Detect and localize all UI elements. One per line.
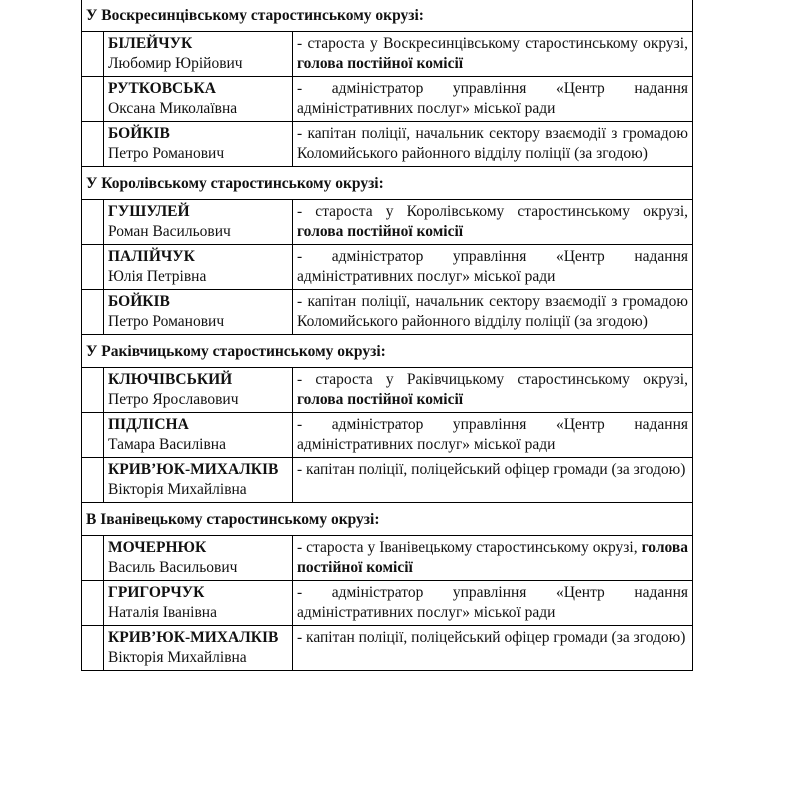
member-role-cell xyxy=(293,581,693,626)
member-given-name: Вікторія Михайлівна xyxy=(108,481,247,498)
member-name-cell xyxy=(104,32,293,77)
member-surname: БОЙКІВ xyxy=(108,293,170,310)
section-title: У Королівському старостинському окрузі: xyxy=(82,167,693,200)
member-row xyxy=(82,581,693,626)
member-role-text: - адміністратор управління «Центр надання адміністративних послуг» міської ради xyxy=(297,248,688,285)
member-name-cell xyxy=(104,413,293,458)
member-surname: КРИВ’ЮК-МИХАЛКІВ xyxy=(108,629,279,646)
member-role-text: - староста у Воскресинцівському старостинському окрузі, xyxy=(297,35,688,52)
member-role-text: - адміністратор управління «Центр надання адміністративних послуг» міської ради xyxy=(297,80,688,117)
member-row xyxy=(82,290,693,335)
member-row xyxy=(82,32,693,77)
member-role-cell xyxy=(293,290,693,335)
member-name-cell xyxy=(104,245,293,290)
member-row xyxy=(82,368,693,413)
indent-cell xyxy=(82,458,104,503)
member-name-cell xyxy=(104,368,293,413)
member-name-cell xyxy=(104,290,293,335)
section-title: В Іванівецькому старостинському окрузі: xyxy=(82,503,693,536)
indent-cell xyxy=(82,32,104,77)
section-header-row xyxy=(82,503,693,536)
member-surname: КЛЮЧІВСЬКИЙ xyxy=(108,371,233,388)
member-surname: ГРИГОРЧУК xyxy=(108,584,205,601)
member-role-cell xyxy=(293,536,693,581)
indent-cell xyxy=(82,245,104,290)
member-role-text: - староста у Іванівецькому старостинському окрузі, xyxy=(297,539,638,556)
indent-cell xyxy=(82,413,104,458)
member-role-cell xyxy=(293,368,693,413)
indent-cell xyxy=(82,200,104,245)
member-role-cell xyxy=(293,458,693,503)
member-surname: ПІДЛІСНА xyxy=(108,416,189,433)
member-row xyxy=(82,122,693,167)
member-surname: МОЧЕРНЮК xyxy=(108,539,207,556)
member-given-name: Петро Романович xyxy=(108,313,225,330)
commission-table xyxy=(81,0,693,671)
member-role-text: - капітан поліції, начальник сектору взаємодії з громадою Коломийського районного відділу поліції (за згодою) xyxy=(297,293,688,330)
member-role-text: - капітан поліції, поліцейський офіцер громади (за згодою) xyxy=(297,461,686,478)
member-surname: ПАЛІЙЧУК xyxy=(108,248,195,265)
member-given-name: Вікторія Михайлівна xyxy=(108,649,247,666)
member-row xyxy=(82,245,693,290)
indent-cell xyxy=(82,536,104,581)
member-role-text: - адміністратор управління «Центр надання адміністративних послуг» міської ради xyxy=(297,416,688,453)
member-role-cell xyxy=(293,626,693,671)
member-role-chair: голова постійної комісії xyxy=(297,223,464,240)
member-given-name: Оксана Миколаївна xyxy=(108,100,238,117)
section-header-row xyxy=(82,167,693,200)
member-name-cell xyxy=(104,77,293,122)
section-title: У Воскресинцівському старостинському окрузі: xyxy=(82,0,693,32)
member-name-cell xyxy=(104,122,293,167)
member-row xyxy=(82,200,693,245)
member-row xyxy=(82,77,693,122)
member-role-cell xyxy=(293,32,693,77)
member-role-chair: голова постійної комісії xyxy=(297,539,689,576)
member-role-text: - староста у Королівському старостинському окрузі, xyxy=(297,203,688,220)
member-surname: РУТКОВСЬКА xyxy=(108,80,216,97)
member-given-name: Роман Васильович xyxy=(108,223,231,240)
member-surname: БІЛЕЙЧУК xyxy=(108,35,193,52)
member-role-cell xyxy=(293,122,693,167)
indent-cell xyxy=(82,77,104,122)
member-given-name: Тамара Василівна xyxy=(108,436,226,453)
indent-cell xyxy=(82,290,104,335)
member-given-name: Василь Васильович xyxy=(108,559,238,576)
member-surname: БОЙКІВ xyxy=(108,125,170,142)
member-name-cell xyxy=(104,200,293,245)
member-name-cell xyxy=(104,536,293,581)
member-row xyxy=(82,413,693,458)
member-given-name: Юлія Петрівна xyxy=(108,268,207,285)
member-role-text: - капітан поліції, поліцейський офіцер громади (за згодою) xyxy=(297,629,686,646)
indent-cell xyxy=(82,122,104,167)
section-header-row xyxy=(82,335,693,368)
member-name-cell xyxy=(104,581,293,626)
section-header-row xyxy=(82,0,693,32)
member-role-cell xyxy=(293,245,693,290)
indent-cell xyxy=(82,368,104,413)
member-given-name: Наталія Іванівна xyxy=(108,604,217,621)
member-surname: КРИВ’ЮК-МИХАЛКІВ xyxy=(108,461,279,478)
indent-cell xyxy=(82,626,104,671)
member-role-cell xyxy=(293,77,693,122)
member-surname: ГУШУЛЕЙ xyxy=(108,203,190,220)
member-name-cell xyxy=(104,626,293,671)
member-row xyxy=(82,626,693,671)
indent-cell xyxy=(82,581,104,626)
member-role-text: - староста у Раківчицькому старостинському окрузі, xyxy=(297,371,688,388)
member-role-text: - адміністратор управління «Центр надання адміністративних послуг» міської ради xyxy=(297,584,688,621)
member-given-name: Петро Романович xyxy=(108,145,225,162)
member-role-text: - капітан поліції, начальник сектору взаємодії з громадою Коломийського районного відділу поліції (за згодою) xyxy=(297,125,688,162)
member-role-chair: голова постійної комісії xyxy=(297,391,464,408)
member-role-chair: голова постійної комісії xyxy=(297,55,464,72)
member-role-cell xyxy=(293,413,693,458)
section-title: У Раківчицькому старостинському окрузі: xyxy=(82,335,693,368)
member-row xyxy=(82,458,693,503)
member-row xyxy=(82,536,693,581)
member-given-name: Петро Ярославович xyxy=(108,391,239,408)
member-name-cell xyxy=(104,458,293,503)
member-role-cell xyxy=(293,200,693,245)
member-given-name: Любомир Юрійович xyxy=(108,55,243,72)
